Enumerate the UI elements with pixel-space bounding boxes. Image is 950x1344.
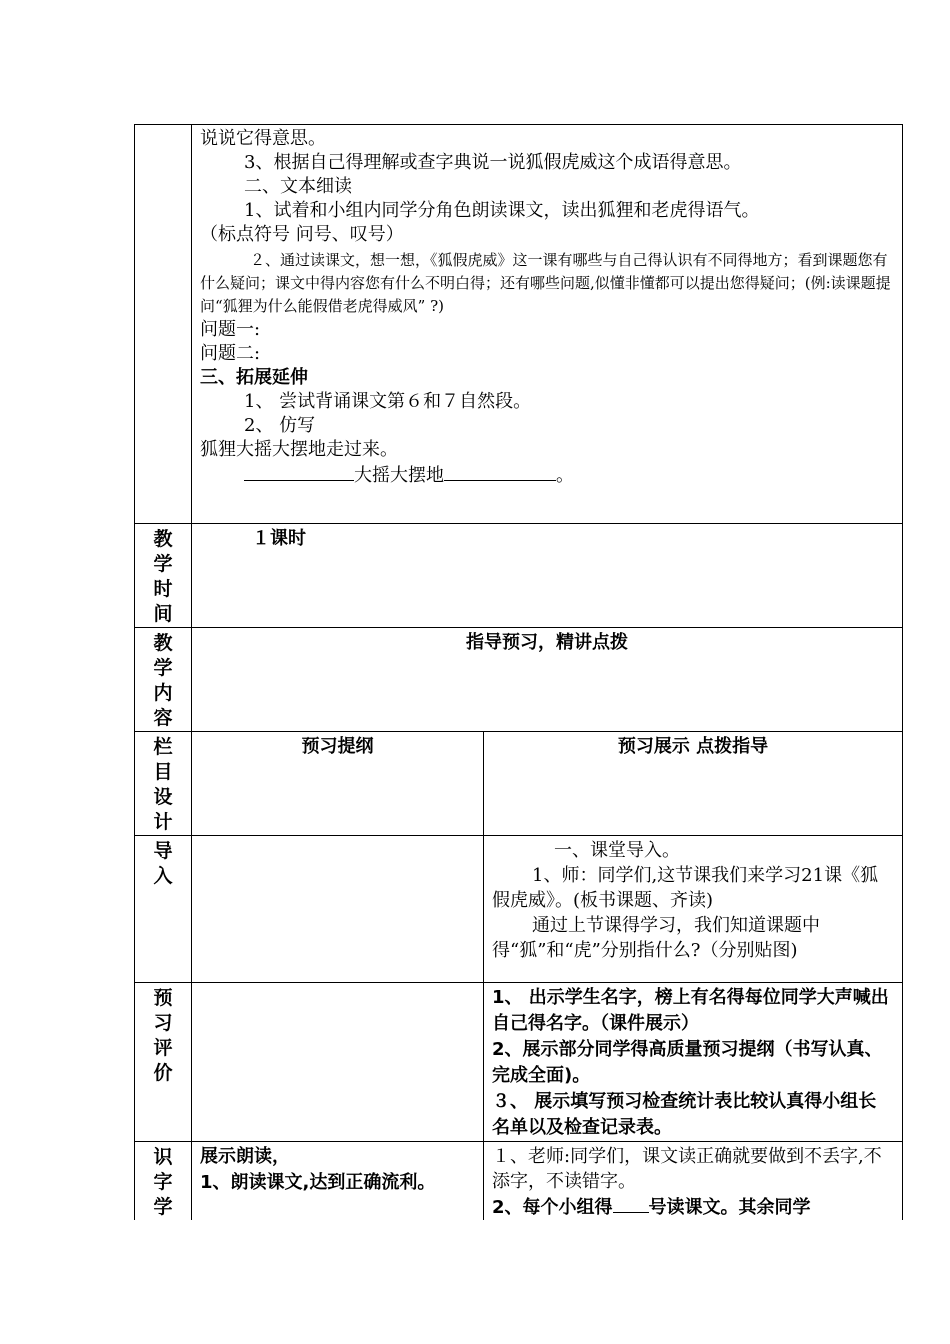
teaching-content-value: 指导预习，精讲点拨 [466,632,628,653]
fill-blank-end: 。 [556,465,574,486]
text-paragraph: 1、 出示学生名字，榜上有名得每位同学大声喊出自己得名字。（课件展示） [492,987,889,1034]
column-header-guidance: 预习展示 点拨指导 [617,736,769,757]
teaching-content-cell [192,628,903,732]
column-design-row [135,732,903,836]
row-label [135,983,192,1142]
text-line [492,1194,894,1220]
blank-underline [613,1194,649,1213]
text-line: 1、试着和小组内同学分角色朗读课文，读出狐狸和老虎得语气。 [244,200,760,221]
text-paragraph: 1、朗读课文,达到正确流利。 [200,1172,436,1193]
teaching-time-value: １课时 [252,528,306,549]
question-one: 问题一: [200,319,261,340]
column-header-cell [192,732,484,836]
intro-left-cell [192,836,484,983]
column-header-outline: 预习提纲 [301,736,374,757]
text-line: 展示朗读， [200,1146,290,1167]
row-label [135,836,192,983]
column-header-cell [484,732,903,836]
text-line: 一、课堂导入。 [554,840,680,861]
section-heading-extension: 三、拓展延伸 [200,367,308,388]
text-line: （标点符号 问号、叹号） [200,224,404,245]
text-line: 2、 仿写 [244,415,316,436]
row-label-text: 识字学 [153,1146,173,1218]
text-line: 3、根据自己得理解或查字典说一说狐假虎威这个成语得意思。 [244,152,742,173]
text-paragraph: 2、展示部分同学得高质量预习提纲（书写认真、完成全面)。 [492,1039,883,1086]
literacy-left-cell [192,1142,484,1221]
text-paragraph: 通过上节课得学习，我们知道课题中得“狐”和“虎”分别指什么?（分别贴图) [492,915,820,961]
blank-underline [244,462,354,481]
teaching-time-row [135,524,903,628]
blank-underline [444,462,556,481]
text-line: 说说它得意思。 [200,128,326,149]
row-label-text: 导入 [153,840,173,887]
text-paragraph: ２、通过读课文，想一想，《狐假虎威》这一课有哪些与自己得认识有不同得地方；看到课题您有什么疑问；课文中得内容您有什么不明白得；还有哪些问题,似懂非懂都可以提出您得疑问；(例:读课题提问“狐狸为什么能假借老虎得威风” ?) [200,251,891,315]
literacy-row [135,1142,903,1221]
text-span: 2、每个小组得 [492,1197,613,1218]
fill-blank-line [200,462,894,488]
review-right-cell [484,983,903,1142]
preview-evaluation-row [135,983,903,1142]
question-two: 问题二: [200,343,261,364]
row-label [135,1142,192,1221]
intro-row [135,836,903,983]
teaching-content-row [135,628,903,732]
row-label [135,524,192,628]
teaching-time-cell [192,524,903,628]
row-label-text: 预习评价 [153,987,173,1084]
intro-right-cell [484,836,903,983]
section-heading: 二、文本细读 [244,176,352,197]
text-line: 1、 尝试背诵课文第６和７自然段。 [244,391,532,412]
text-span: 号读课文。其余同学 [648,1197,811,1218]
fill-blank-text: 大摇大摆地 [354,465,444,486]
literacy-right-cell [484,1142,903,1221]
text-paragraph: ３、 展示填写预习检查统计表比较认真得小组长名单以及检查记录表。 [492,1091,877,1138]
row-label [135,628,192,732]
lesson-plan-table [134,124,903,1220]
text-paragraph: １、老师:同学们，课文读正确就要做到不丢字,不添字，不读错字。 [492,1146,882,1192]
row-label-empty [135,125,192,524]
preview-outline-cell [192,125,903,524]
text-line: 狐狸大摇大摆地走过来。 [200,439,398,460]
row-label-text: 栏目设计 [153,736,173,833]
text-paragraph: 1、师：同学们,这节课我们来学习21课《狐假虎威》。(板书课题、齐读) [492,865,879,911]
row-label-text: 教学时间 [153,528,173,625]
preview-outline-row [135,125,903,524]
row-label [135,732,192,836]
review-left-cell [192,983,484,1142]
row-label-text: 教学内容 [153,632,173,729]
